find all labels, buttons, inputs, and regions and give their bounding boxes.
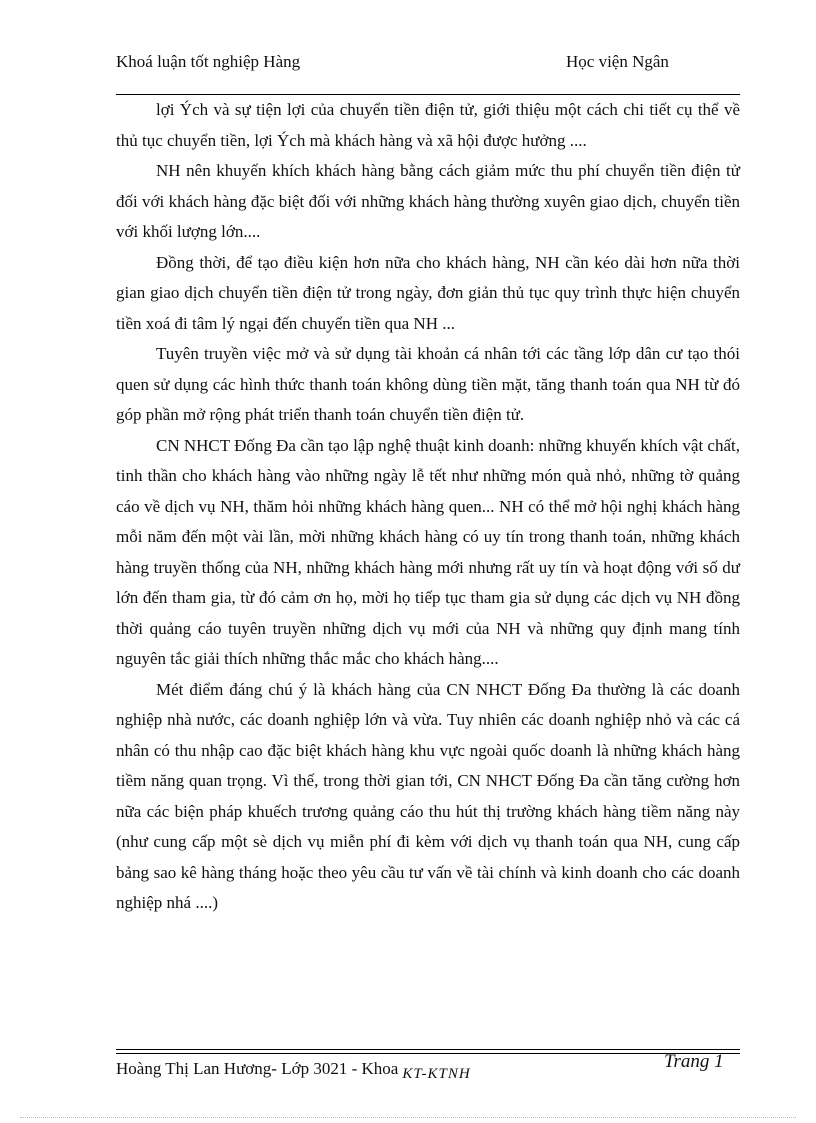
footer-author-line: [116, 1057, 471, 1082]
running-header-right: Học viện Ngân: [566, 52, 669, 71]
footer-author: Hoàng Thị Lan Hương- Lớp 3021 - Khoa: [116, 1059, 399, 1078]
paragraph-6: Mét điểm đáng chú ý là khách hàng của CN NHCT Đống Đa thường là các doanh nghiệp nhà nước, các doanh nghiệp lớn và vừa. Tuy nhiên các doanh nghiệp nhỏ và các cá nhân có thu nhập cao đặc biệt khách hàng khu vực ngoài quốc doanh là những khách hàng tiềm năng quan trọng. Vì thế, trong thời gian tới, CN NHCT Đống Đa cần tăng cường hơn nữa các biện pháp khuếch trương quảng cáo thu hút thị trường khách hàng tiềm năng này (như cung cấp một sè dịch vụ miễn phí đi kèm với dịch vụ thanh toán qua NH, cung cấp bảng sao kê hàng tháng hoặc theo yêu cầu tư vấn về tài chính và kinh doanh cho các doanh nghiệp nhá ....): [116, 679, 740, 912]
footer-faculty: KT-KTNH: [402, 1066, 471, 1082]
paragraph-2: NH nên khuyến khích khách hàng bằng cách giảm mức thu phí chuyển tiền điện tử đối với khách hàng đặc biệt đối với những khách hàng thường xuyên giao dịch, chuyển tiền với khối lượng lớn....: [116, 161, 740, 241]
page-boundary: [20, 1117, 796, 1118]
page-number: Trang 1: [664, 1051, 724, 1072]
paragraph-5: CN NHCT Đống Đa cần tạo lập nghệ thuật kinh doanh: những khuyến khích vật chất, tinh thần cho khách hàng vào những ngày lễ tết như những món quà nhỏ, những tờ quảng cáo về dịch vụ NH, thăm hỏi những khách hàng quen... NH có thể mở hội nghị khách hàng mỗi năm đến một vài lần, mời những khách hàng có uy tín trong thanh toán, những khách hàng truyền thống của NH, những khách hàng mới nhưng rất uy tín và hoạt động với số dư lớn đến tham gia, từ đó cảm ơn họ, mời họ tiếp tục tham gia sử dụng các dịch vụ NH đồng thời quảng cáo tuyên truyền những dịch vụ mới của NH và những quy định mang tính nguyên tắc giải thích những thắc mắc cho khách hàng....: [116, 435, 740, 668]
footer-divider-bottom: [116, 1053, 740, 1054]
running-header-left: Khoá luận tốt nghiệp Hàng: [116, 52, 301, 71]
document-body: [116, 95, 740, 919]
paragraph-4: Tuyên truyền việc mở và sử dụng tài khoản cá nhân tới các tầng lớp dân cư tạo thói quen sử dụng các hình thức thanh toán không dùng tiền mặt, tăng thanh toán qua NH từ đó góp phần mở rộng phát triển thanh toán chuyển tiền điện tử.: [116, 344, 740, 424]
paragraph-1: lợi Ých và sự tiện lợi của chuyển tiền điện tử, giới thiệu một cách chi tiết cụ thể về thủ tục chuyển tiền, lợi Ých mà khách hàng và xã hội được hưởng ....: [116, 100, 740, 150]
paragraph-3: Đồng thời, để tạo điều kiện hơn nữa cho khách hàng, NH cần kéo dài hơn nữa thời gian giao dịch chuyển tiền điện tử trong ngày, đơn giản thủ tục quy trình thực hiện chuyển tiền xoá đi tâm lý ngại đến chuyển tiền qua NH ...: [116, 252, 740, 333]
footer-divider-top: [116, 1049, 740, 1050]
